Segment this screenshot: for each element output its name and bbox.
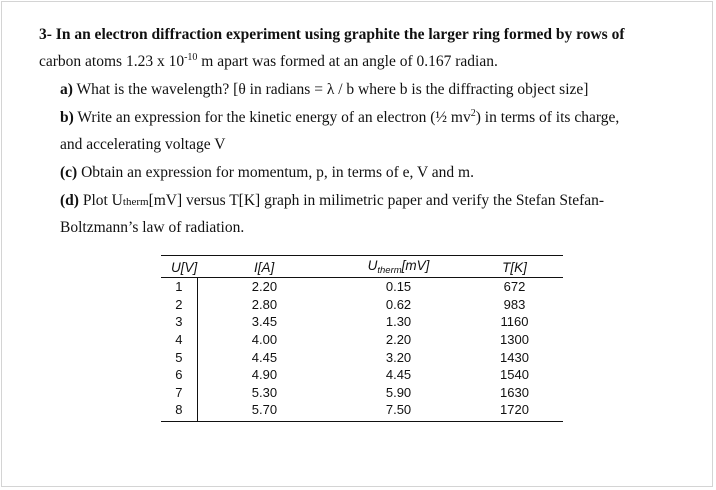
cell-t: 1160 bbox=[500, 314, 529, 330]
cell-i: 4.90 bbox=[251, 367, 278, 383]
cell-i: 3.45 bbox=[251, 314, 278, 330]
cell-t: 1300 bbox=[500, 332, 529, 348]
part-d: (d) Plot Utherm[mV] versus T[K] graph in milimetric paper and verify the Stefan Stefan- bbox=[60, 192, 605, 209]
part-c: (c) Obtain an expression for momentum, p, in terms of e, V and m. bbox=[60, 164, 474, 181]
table-row bbox=[161, 384, 563, 402]
cell-utherm: 5.90 bbox=[385, 384, 412, 400]
cell-utherm: 7.50 bbox=[331, 401, 466, 421]
cell-i: 5.70 bbox=[197, 401, 331, 421]
header-i: I[A] bbox=[197, 256, 331, 278]
part-b: b) Write an expression for the kinetic energy of an electron (½ $mv^2$) in terms of its charge, bbox=[60, 108, 620, 126]
cell-i: 2.80 bbox=[251, 296, 278, 312]
cell-t: 1720 bbox=[466, 401, 563, 421]
cell-u: 1 bbox=[161, 278, 197, 296]
cell-i: 2.20 bbox=[251, 279, 278, 295]
data-table bbox=[161, 255, 563, 422]
cell-i: 5.30 bbox=[251, 384, 278, 400]
cell-u: 2 bbox=[161, 296, 197, 314]
part-b-line-2: and accelerating voltage V bbox=[60, 136, 226, 153]
cell-utherm: 4.45 bbox=[385, 367, 412, 383]
question-line-2: carbon atoms 1.23 x $10^{-10}$ m apart was formed at an angle of 0.167 radian. bbox=[39, 52, 498, 70]
cell-utherm: 0.15 bbox=[385, 279, 412, 295]
table-row bbox=[161, 401, 563, 421]
question-line-1: 3- In an electron diffraction experiment using graphite the larger ring formed by rows of bbox=[39, 26, 625, 43]
cell-u: 3 bbox=[161, 313, 197, 331]
cell-utherm: 3.20 bbox=[385, 349, 412, 365]
cell-u: 5 bbox=[161, 348, 197, 366]
cell-u: 6 bbox=[161, 366, 197, 384]
cell-u: 8 bbox=[161, 401, 197, 421]
part-d-line-2: Boltzmann’s law of radiation. bbox=[60, 219, 245, 236]
table-row bbox=[161, 296, 563, 314]
table-row bbox=[161, 278, 563, 296]
cell-u: 4 bbox=[161, 331, 197, 349]
part-a: a) What is the wavelength? [θ in radians = λ / b where b is the diffracting object size] bbox=[60, 81, 589, 98]
table-row bbox=[161, 331, 563, 349]
cell-t: 1430 bbox=[500, 349, 529, 365]
cell-t: 1540 bbox=[500, 367, 529, 383]
cell-t: 983 bbox=[503, 296, 526, 312]
cell-i: 4.45 bbox=[251, 349, 278, 365]
table-row bbox=[161, 348, 563, 366]
cell-t: 1630 bbox=[500, 384, 529, 400]
table-header-row bbox=[161, 256, 563, 278]
cell-u: 7 bbox=[161, 384, 197, 402]
header-u: U[V] bbox=[161, 256, 197, 278]
cell-utherm: 2.20 bbox=[385, 332, 412, 348]
cell-i: 4.00 bbox=[251, 332, 278, 348]
cell-t: 672 bbox=[503, 279, 526, 295]
table-row bbox=[161, 366, 563, 384]
header-utherm: $U_{therm}[mV]$ bbox=[331, 256, 466, 278]
header-t: T[K] bbox=[466, 256, 563, 278]
cell-utherm: 1.30 bbox=[385, 314, 412, 330]
cell-utherm: 0.62 bbox=[385, 296, 412, 312]
table-row bbox=[161, 313, 563, 331]
